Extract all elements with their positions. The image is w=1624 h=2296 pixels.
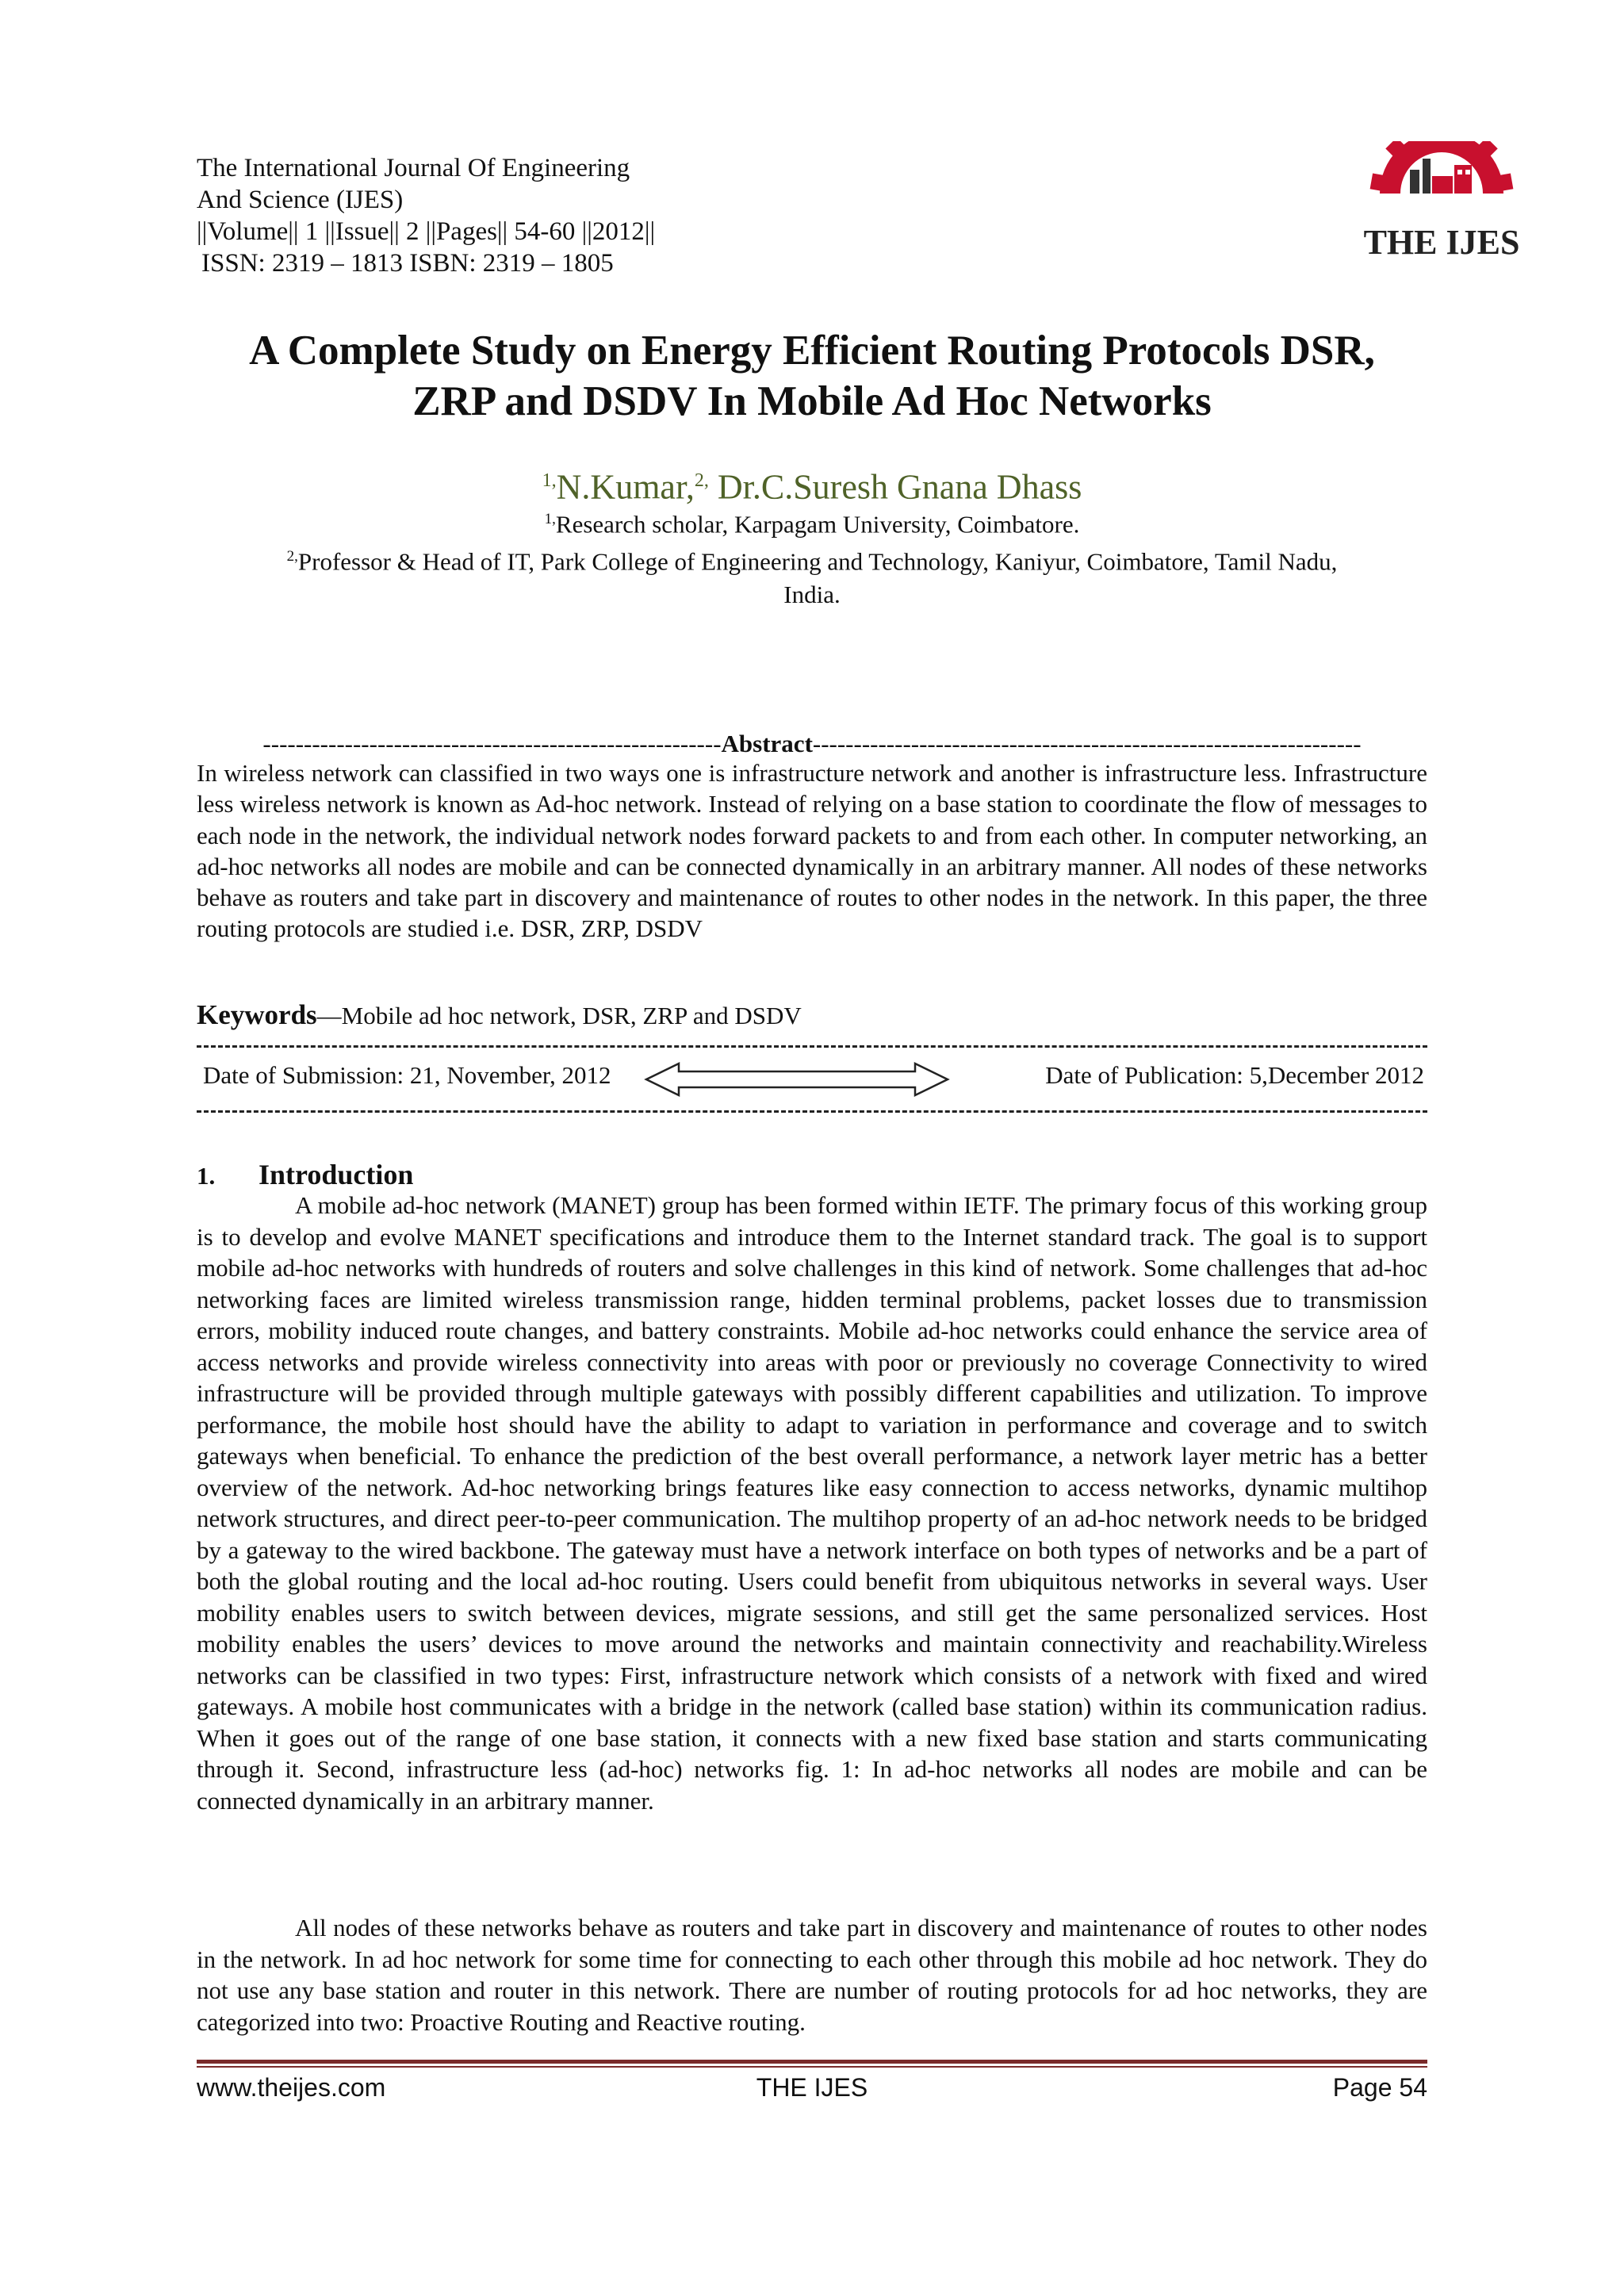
intro-paragraph-1-text: A mobile ad-hoc network (MANET) group has been formed within IETF. The primary focus of this working group is to develop and evolve MANET specifications and introduce them to the Internet standard track. The goal is to support mobile ad-hoc networks with hundreds of routers and solve challenges in this kind of network. Some challenges that ad-hoc networking faces are limited wireless transmission range, hidden terminal problems, packet losses due to transmission errors, mobility induced route changes, and battery constraints. Mobile ad-hoc networks could enhance the service area of access networks and provide wireless connectivity into areas with poor or previously no coverage Connectivity to wired infrastructure will be provided through multiple gateways with possibly different capabilities and utilization. To improve performance, the mobile host should have the ability to adapt to variation in performance and coverage and to switch gateways when beneficial. To enhance the prediction of the best overall performance, a network layer metric has a better overview of the network. Ad-hoc networking brings features like easy connection to access networks, dynamic multihop network structures, and direct peer-to-peer communication. The multihop property of an ad-hoc network needs to be bridged by a gateway to the wired backbone. The gateway must have a network interface on both types of networks and be a part of both the global routing and the local ad-hoc routing. Users could benefit from ubiquitous networks in several ways. User mobility enables users to switch between devices, migrate sessions, and still get the same personalized services. Host mobility enables the users’ devices to move around the networks and maintain connectivity and reachability.Wireless networks can be classified in two types: First, infrastructure network which consists of a network with fixed and wired gateways. A mobile host communicates with a bridge in the network (called base station) within its communication radius. When it goes out of the range of one base station, it connects with a new fixed base station and starts communicating through it. Second, infrastructure less (ad-hoc) networks fig. 1: In ad-hoc networks all nodes are mobile and can be connected dynamically in an arbitrary manner.	[197, 1191, 1427, 1815]
gear-logo-icon	[1339, 141, 1545, 268]
footer-journal-name: THE IJES	[756, 2073, 868, 2102]
affiliation-1	[197, 503, 1427, 540]
abstract-heading: Abstract	[721, 730, 813, 757]
journal-name-line2: And Science (IJES)	[197, 186, 404, 214]
author1-mark: 1,	[542, 470, 557, 491]
issn-line: ISSN: 2319 – 1813 ISBN: 2319 – 1805	[201, 249, 614, 278]
title-line1: A Complete Study on Energy Efficient Routing Protocols DSR,	[249, 328, 1375, 374]
aff2-text: Professor & Head of IT, Park College of Engineering and Technology, Kaniyur, Coimbatore, Tamil Nadu,	[297, 547, 1338, 576]
keywords-line	[197, 999, 802, 1032]
abstract-dashes-right: -------------------------------------------------------------------	[812, 730, 1362, 757]
double-arrow-icon	[644, 1061, 950, 1098]
footer-page-number: Page 54	[1332, 2073, 1427, 2102]
intro-paragraph-2	[197, 1912, 1427, 2037]
footer-website-link[interactable]: www.theijes.com	[197, 2073, 386, 2102]
section-title: Introduction	[259, 1159, 414, 1190]
footer-rule-thick	[197, 2060, 1427, 2064]
title-line2: ZRP and DSDV In Mobile Ad Hoc Networks	[412, 378, 1212, 424]
author2-mark: 2,	[694, 470, 709, 491]
submission-date: Date of Submission: 21, November, 2012	[203, 1061, 611, 1089]
abstract-heading-row	[197, 728, 1427, 760]
abstract-dashes-left: --------------------------------------------------------	[262, 730, 722, 757]
keywords-label: Keywords	[197, 999, 317, 1030]
section-heading-introduction	[197, 1158, 413, 1191]
logo-wordmark: THE IJES	[1363, 223, 1520, 262]
publication-date: Date of Publication: 5,December 2012	[1045, 1061, 1424, 1089]
page-footer	[197, 2073, 1427, 2108]
paper-title	[197, 325, 1427, 427]
journal-info	[197, 152, 655, 279]
keywords-text: —Mobile ad hoc network, DSR, ZRP and DSDV	[316, 1002, 802, 1029]
volume-line: ||Volume|| 1 ||Issue|| 2 ||Pages|| 54-60 ||2012||	[197, 217, 656, 246]
abstract-text: In wireless network can classified in two ways one is infrastructure network and another is infrastructure less. Infrastructure less wireless network is known as Ad-hoc network. Instead of relying on a base station to coordinate the flow of messages to each node in the network, the individual network nodes forward packets to and from each other. In computer networking, an ad-hoc networks all nodes are mobile and can be connected dynamically in an arbitrary manner. All nodes of these networks behave as routers and take part in discovery and maintenance of routes to other nodes in the network. In this paper, the three routing protocols are studied i.e. DSR, ZRP, DSDV	[197, 759, 1427, 943]
author2-name: Dr.C.Suresh Gnana Dhass	[708, 467, 1082, 507]
section-number: 1.	[197, 1162, 216, 1190]
intro-paragraph-2-text: All nodes of these networks behave as routers and take part in discovery and maintenance of routes to other nodes in the network. In ad hoc network for some time for connecting to each other through this mobile ad hoc network. They do not use any base station and router in this network. There are number of routing protocols for ad hoc networks, they are categorized into two: Proactive Routing and Reactive routing.	[197, 1914, 1427, 2036]
aff1-mark: 1,	[544, 511, 556, 527]
affiliation-2	[197, 540, 1427, 577]
dashed-divider-top	[197, 1045, 1427, 1048]
ijes-logo	[1339, 141, 1545, 268]
aff1-text: Research scholar, Karpagam University, Coimbatore.	[555, 510, 1080, 539]
journal-name-line1: The International Journal Of Engineering	[197, 154, 630, 182]
intro-paragraph-1	[197, 1190, 1427, 1816]
author-list	[197, 458, 1427, 510]
affiliations	[197, 503, 1427, 611]
affiliation-2-cont: India.	[783, 580, 841, 608]
footer-rule-thin	[197, 2066, 1427, 2068]
aff2-mark: 2,	[286, 548, 298, 565]
dates-row	[203, 1061, 1424, 1098]
author1-name: N.Kumar,	[556, 467, 695, 507]
dashed-divider-bottom	[197, 1110, 1427, 1113]
